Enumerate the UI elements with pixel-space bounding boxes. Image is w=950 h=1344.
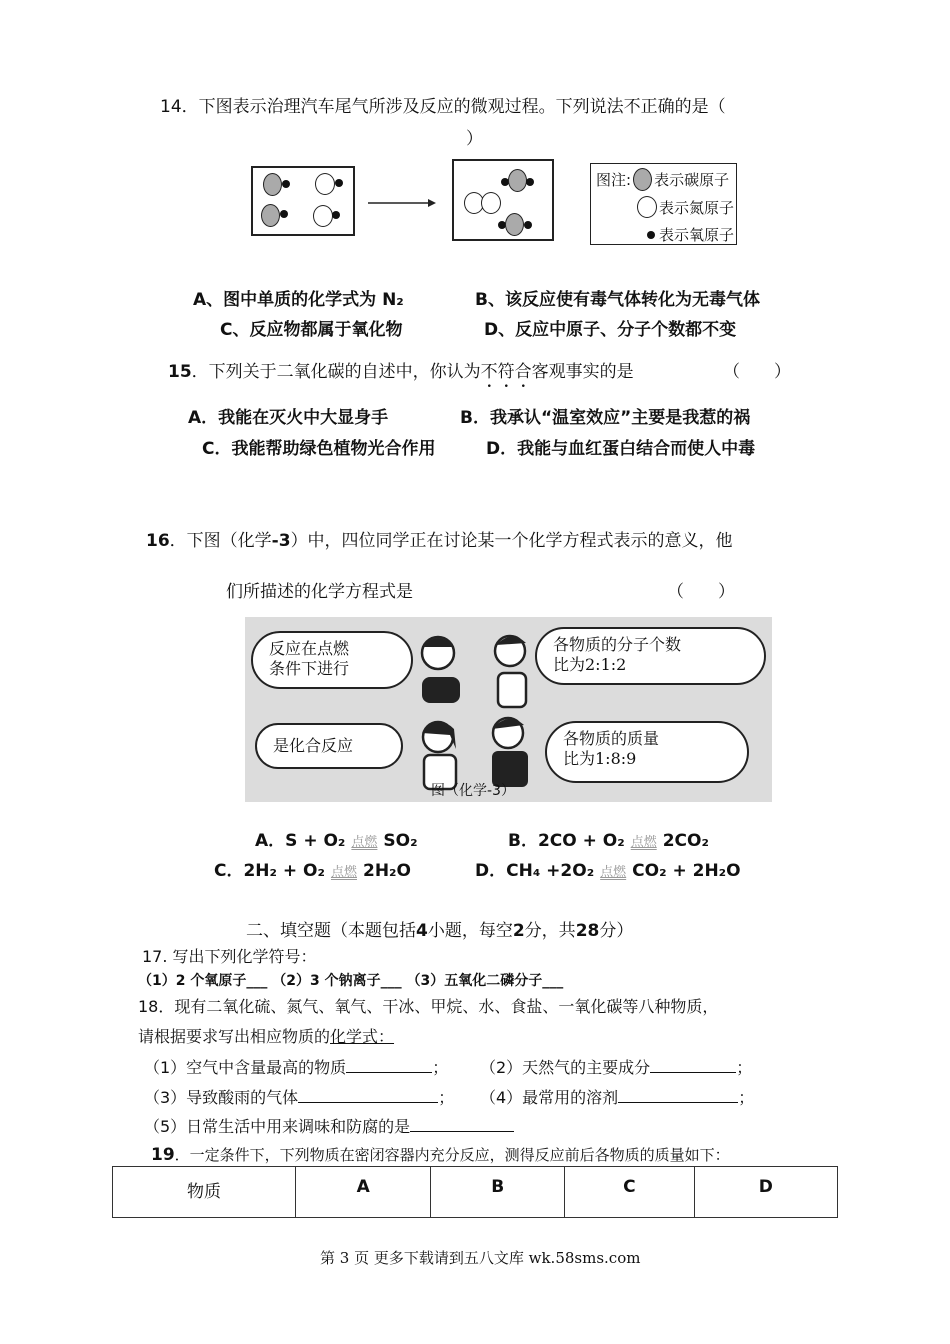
- q16-answer-paren: （ ）: [667, 582, 735, 602]
- q14-option-d: D、反应中原子、分子个数都不变: [484, 320, 737, 340]
- carbon-atom-icon: [633, 168, 652, 191]
- section-2-heading: 二、填空题（本题包括4小题，每空2分，共28分）: [246, 921, 634, 941]
- q18-instruction: 请根据要求写出相应物质的化学式：: [138, 1027, 395, 1046]
- q14-close-paren: ）: [466, 129, 483, 149]
- table-row: [113, 1167, 838, 1218]
- carbon-atom: [508, 169, 527, 192]
- oxygen-atom: [526, 178, 534, 186]
- table-header-a: A: [296, 1167, 431, 1218]
- answer-blank[interactable]: [618, 1088, 738, 1103]
- nitrogen-atom-icon: [637, 196, 657, 218]
- q15-option-a: A．我能在灭火中大显身手: [188, 408, 389, 428]
- q18-item-3: （3）导致酸雨的气体 ；: [144, 1088, 455, 1107]
- q17-items: （1）2 个氧原子___ （2）3 个钠离子___ （3）五氧化二磷分子___: [138, 973, 564, 989]
- oxygen-atom: [332, 211, 340, 219]
- legend-oxygen: 表示氧原子: [659, 226, 735, 244]
- q19-stem: 19．一定条件下，下列物质在密闭容器内充分反应，测得反应前后各物质的质量如下：: [151, 1145, 730, 1165]
- q17-stem: 17. 写出下列化学符号：: [142, 947, 317, 966]
- carbon-atom: [505, 213, 524, 236]
- legend-title: 图注:: [596, 171, 632, 189]
- q18-item-4: （4）最常用的溶剂 ；: [480, 1088, 755, 1107]
- legend-nitrogen: 表示氮原子: [659, 198, 735, 217]
- speech-bubble-4: 各物质的质量 比为1:8:9: [545, 721, 749, 783]
- nitrogen-atom: [481, 192, 501, 214]
- q14-products-box: [452, 159, 554, 241]
- legend-carbon: 表示碳原子: [654, 171, 730, 189]
- oxygen-atom: [335, 179, 343, 187]
- table-header-substance: 物质: [113, 1167, 296, 1218]
- q15-option-d: D．我能与血红蛋白结合而使人中毒: [486, 439, 756, 459]
- table-header-c: C: [565, 1167, 695, 1218]
- speech-bubble-2: 各物质的分子个数 比为2:1:2: [535, 627, 766, 685]
- oxygen-atom: [524, 221, 532, 229]
- speech-bubble-1: 反应在点燃 条件下进行: [251, 631, 413, 689]
- nitrogen-atom: [313, 205, 333, 227]
- q14-reactants-box: [251, 166, 355, 236]
- q16-option-c: C．2H₂ + O₂ 点燃 2H₂O: [214, 861, 411, 881]
- q15-option-c: C．我能帮助绿色植物光合作用: [202, 439, 436, 459]
- q15-option-b: B．我承认“温室效应”主要是我惹的祸: [460, 408, 751, 428]
- reaction-arrow-icon: [368, 196, 438, 210]
- answer-blank[interactable]: [298, 1088, 438, 1103]
- q16-option-a: A．S + O₂ 点燃 SO₂: [255, 831, 418, 851]
- carbon-atom: [261, 204, 280, 227]
- q16-cartoon-figure: [245, 617, 772, 802]
- q15-answer-paren: （ ）: [723, 362, 791, 382]
- answer-blank[interactable]: [650, 1058, 736, 1073]
- nitrogen-atom: [315, 173, 335, 195]
- figure-caption: 图（化学-3）: [431, 783, 515, 799]
- students-illustration-icon: [410, 625, 550, 795]
- oxygen-atom: [280, 210, 288, 218]
- q18-item-2: （2）天然气的主要成分 ；: [480, 1058, 753, 1077]
- answer-blank[interactable]: [346, 1058, 432, 1073]
- q14-option-b: B、该反应使有毒气体转化为无毒气体: [475, 290, 760, 310]
- q16-stem-line1: 16．下图（化学-3）中，四位同学正在讨论某一个化学方程式表示的意义，他: [146, 531, 733, 551]
- q19-mass-table: [112, 1166, 838, 1218]
- q16-option-d: D．CH₄ +2O₂ 点燃 CO₂ + 2H₂O: [475, 861, 741, 881]
- oxygen-atom-icon: [647, 231, 655, 239]
- q14-option-c: C、反应物都属于氧化物: [220, 320, 403, 340]
- speech-bubble-3: 是化合反应: [255, 723, 403, 769]
- q18-stem: 18．现有二氧化硫、氮气、氧气、干冰、甲烷、水、食盐、一氧化碳等八种物质，: [138, 997, 719, 1016]
- table-header-d: D: [694, 1167, 837, 1218]
- q14-option-a: A、图中单质的化学式为 N₂: [193, 290, 404, 310]
- answer-blank[interactable]: [410, 1117, 514, 1132]
- q14-stem: 14．下图表示治理汽车尾气所涉及反应的微观过程。下列说法不正确的是（: [160, 97, 726, 117]
- page-footer: 第 3 页 更多下载请到五八文库 wk.58sms.com: [320, 1249, 641, 1267]
- table-header-b: B: [431, 1167, 565, 1218]
- q16-option-b: B．2CO + O₂ 点燃 2CO₂: [508, 831, 709, 851]
- q18-item-1: （1）空气中含量最高的物质 ；: [144, 1058, 449, 1077]
- q15-stem: 15．下列关于二氧化碳的自述中，你认为不符合客观事实的是: [168, 362, 634, 382]
- oxygen-atom: [282, 180, 290, 188]
- q18-item-5: （5）日常生活中用来调味和防腐的是: [144, 1114, 514, 1137]
- q14-legend: [590, 163, 737, 245]
- carbon-atom: [263, 173, 282, 196]
- q16-stem-line2: 们所描述的化学方程式是: [226, 582, 413, 602]
